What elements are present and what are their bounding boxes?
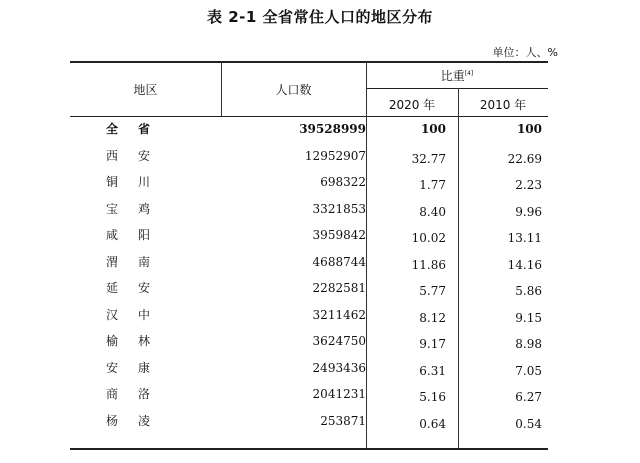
population-cell: 3959842: [312, 228, 366, 242]
region-cell: 榆林: [106, 334, 171, 348]
header-share-footnote: [4]: [464, 70, 474, 77]
table-row: [70, 358, 548, 383]
share-2020-cell: 5.16: [419, 390, 446, 404]
share-2020-cell: 1.77: [419, 178, 446, 192]
table-row: [70, 119, 548, 144]
header-share: [366, 67, 548, 84]
header-share-label: 比重: [440, 69, 465, 83]
header-year-2020-label: 2020 年: [388, 98, 436, 112]
header-year-2020: [366, 96, 458, 113]
table-row: [70, 305, 548, 330]
header-year-2010: [458, 96, 548, 113]
share-2020-cell: 9.17: [419, 337, 446, 351]
share-2020-cell: 6.31: [419, 363, 446, 378]
table-title: 表 2-1 全省常住人口的地区分布: [206, 8, 434, 26]
share-2020-cell: 11.86: [411, 257, 446, 272]
share-2020-cell: 10.02: [411, 231, 446, 245]
share-2010-cell: 14.16: [507, 257, 542, 272]
table-row: [70, 411, 548, 436]
share-2010-cell: 5.86: [515, 284, 542, 298]
population-cell: 253871: [320, 413, 366, 428]
region-cell: 宝鸡: [106, 201, 171, 216]
region-cell: 西安: [106, 148, 171, 163]
share-2020-cell: 8.12: [419, 310, 446, 325]
header-population: [221, 81, 366, 98]
population-cell: 3624750: [312, 334, 366, 348]
header-year-2010-label: 2010 年: [479, 98, 527, 112]
table-row: [70, 172, 548, 197]
share-2010-cell: 9.15: [515, 310, 542, 325]
table-row: [70, 199, 548, 224]
share-2020-cell: 100: [420, 122, 446, 136]
population-cell: 2282581: [312, 281, 366, 295]
region-cell: 汉中: [106, 307, 171, 322]
region-cell: 商洛: [106, 387, 171, 401]
share-2010-cell: 100: [516, 122, 542, 136]
population-cell: 698322: [320, 175, 366, 189]
region-cell: 安康: [106, 360, 171, 375]
share-2020-cell: 8.40: [419, 204, 446, 219]
region-cell: 杨凌: [106, 413, 171, 428]
header-region-label: 地区: [133, 83, 158, 97]
share-2010-cell: 9.96: [515, 204, 542, 219]
share-2010-cell: 2.23: [515, 178, 542, 192]
region-cell: 延安: [106, 281, 171, 295]
population-cell: 12952907: [304, 148, 366, 163]
share-2010-cell: 13.11: [507, 231, 542, 245]
table-row: [70, 252, 548, 277]
table-row: [70, 225, 548, 250]
table-bottom-rule: [70, 448, 548, 450]
table-row: [70, 146, 548, 171]
share-2020-cell: 32.77: [411, 151, 446, 166]
header-population-label: 人口数: [275, 83, 312, 97]
region-cell: 铜川: [106, 175, 171, 189]
share-2010-cell: 8.98: [515, 337, 542, 351]
table-top-rule: [70, 61, 548, 63]
share-2020-cell: 0.64: [419, 416, 446, 431]
table-row: [70, 278, 548, 303]
share-2010-cell: 7.05: [515, 363, 542, 378]
population-cell: 3211462: [312, 307, 366, 322]
population-cell: 4688744: [312, 254, 366, 269]
region-cell: 咸阳: [106, 228, 171, 242]
table-row: [70, 331, 548, 356]
share-2010-cell: 0.54: [515, 416, 542, 431]
header-region: [70, 81, 221, 98]
share-2020-cell: 5.77: [419, 284, 446, 298]
share-2010-cell: 6.27: [515, 390, 542, 404]
share-2010-cell: 22.69: [507, 151, 542, 166]
unit-note: 单位：人、%: [492, 46, 558, 59]
population-cell: 2041231: [312, 387, 366, 401]
region-cell: 渭南: [106, 254, 171, 269]
header-bottom-rule: [70, 116, 548, 117]
share-header-rule: [366, 88, 548, 89]
table-row: [70, 384, 548, 409]
region-cell: 全省: [106, 122, 171, 136]
population-cell: 39528999: [299, 122, 366, 136]
population-cell: 3321853: [312, 201, 366, 216]
population-cell: 2493436: [312, 360, 366, 375]
